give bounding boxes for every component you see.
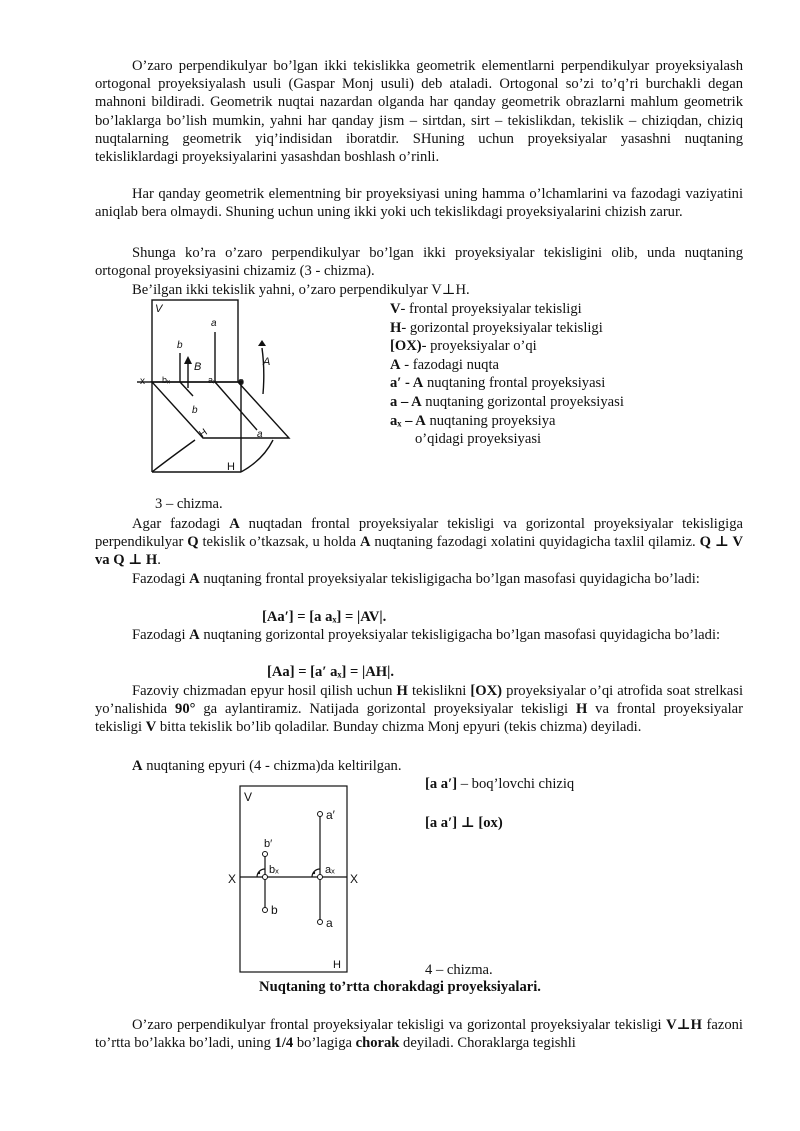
label-ax: aₓ (208, 375, 216, 385)
rotation-arc-left (152, 440, 195, 472)
figure-4-caption: 4 – chizma. (425, 962, 493, 978)
label-h: H (333, 959, 341, 971)
point-ax (318, 875, 323, 880)
point-bx (263, 875, 268, 880)
figure-4-note-perpendicular: [a a′] ⊥ [ox) (425, 815, 503, 831)
paragraph-frontal-distance: Fazodagi A nuqtaning frontal proyeksiyalar tekisligigacha bo’lgan masofasi quyidagicha bo’ladi: (132, 571, 700, 587)
legend-item: [OX)- proyeksiyalar o’qi (390, 338, 537, 355)
figure-4-note-linking-line: [a a′] – boq’lovchi chiziq (425, 776, 575, 792)
label-b-horizontal: b (192, 405, 198, 416)
legend-item: H- gorizontal proyeksiyalar tekisligi (390, 319, 603, 336)
formula-horizontal-distance: [Aa] = [a′ aₓ] = |AH|. (267, 664, 394, 680)
paragraph-quarters: O’zaro perpendikulyar frontal proyeksiyalar tekisligi va gorizontal proyeksiyalar tekisligi V⊥H fazoni to’rtta bo’lakka bo’ladi, uning 1/4 bo’lagiga chorak deyiladi. Choraklarga tegishli (95, 1017, 743, 1052)
legend-item: V- frontal proyeksiyalar tekisligi (390, 301, 582, 317)
point-b (263, 908, 268, 913)
label-h-slant: H (197, 426, 210, 441)
legend-item: a′ - A nuqtaning frontal proyeksiyasi (390, 375, 606, 392)
section-title: Nuqtaning to’rtta chorakdagi proyeksiyalari. (259, 979, 541, 995)
point-a-prime (318, 812, 323, 817)
legend-item: o’qidagi proyeksiyasi (415, 431, 542, 448)
paragraph-planes-statement: Be’ilgan ikki tekislik yahni, o’zaro perpendikulyar V⊥H. (132, 282, 470, 298)
right-angle-dot-b (258, 872, 260, 874)
label-a: a (326, 916, 333, 930)
figure-4-epyur (225, 784, 365, 976)
paragraph-horizontal-distance: Fazodagi A nuqtaning gorizontal proyeksiyalar tekisligigacha bo’lgan masofasi quyidagicha bo’ladi: (132, 627, 721, 643)
paragraph-chizma3-intro: Shunga ko’ra o’zaro perpendikulyar bo’lgan ikki proyeksiyalar tekisligini olib, unda nuqtaning ortogonal proyeksiyasini chizamiz (3 - chizma). (95, 245, 743, 280)
formula-frontal-distance: [Aa′] = [a aₓ] = |AV|. (262, 609, 387, 625)
figure-3-caption: 3 – chizma. (155, 496, 223, 512)
rotation-arc-right (241, 440, 273, 472)
figure-3-spatial-drawing (135, 298, 295, 476)
label-b-prime: b (177, 340, 183, 351)
paragraph-monj-epyur: Fazoviy chizmadan epyur hosil qilish uchun H tekislikni [OX) proyeksiyalar o’qi atrofida soat strelkasi yo’nalishida 90° ga aylantiramiz. Natijada gorizontal proyeksiyalar tekisligi H va frontal proyeksiyalar tekisligi V bitta tekislik bo’lib qoladilar. Bunday chizma Monj epyuri (tekis chizma) deyiladi. (95, 683, 743, 736)
legend-item: a – A nuqtaning gorizontal proyeksiyasi (390, 393, 624, 410)
label-x-right: X (350, 872, 359, 886)
paragraph-chizma4-intro: A nuqtaning epyuri (4 - chizma)da keltirilgan. (132, 758, 402, 774)
paragraph-projection-need: Har qanday geometrik elementning bir proyeksiyasi uning hamma o’lchamlarini va fazodagi vaziyatini aniqlab bera olmaydi. Shuning uchun uning ikki yoki uch tekislikdagi proyeksiyalarini chizish zarur. (95, 186, 743, 221)
legend-item: aₓ – A nuqtaning proyeksiya (390, 412, 556, 429)
label-ax: aₓ (325, 864, 335, 876)
arrowhead-b (184, 356, 192, 364)
label-h: H (227, 461, 235, 473)
label-bx: bₓ (162, 375, 170, 385)
line-bx-b (180, 382, 193, 396)
point-a (318, 920, 323, 925)
label-point-a: A (263, 356, 271, 368)
point-b-prime (263, 852, 268, 857)
label-a-horizontal: a (257, 429, 263, 440)
label-origin: o (238, 376, 245, 388)
right-angle-dot-a (313, 872, 315, 874)
label-v: V (155, 303, 163, 315)
label-b-prime: b′ (264, 838, 273, 850)
label-v: V (244, 790, 253, 804)
arrowhead-a (258, 340, 266, 346)
label-a-prime: a′ (326, 808, 335, 822)
paragraph-plane-q: Agar fazodagi A nuqtadan frontal proyeksiyalar tekisligi va gorizontal proyeksiyalar tekisligiga perpendikulyar Q tekislik o’tkazsak, u holda A nuqtaning fazodagi xolatini quyidagicha taxlil qilamiz. Q ⊥ V va Q ⊥ H. (95, 516, 743, 569)
label-point-b: B (194, 361, 202, 373)
label-x: x (140, 376, 145, 387)
horizontal-plane-h (152, 382, 289, 441)
rotation-arrow-a (262, 348, 264, 394)
figure-3-legend (390, 300, 670, 449)
label-b: b (271, 903, 278, 917)
label-bx: bₓ (269, 864, 279, 876)
legend-item: A - fazodagi nuqta (390, 356, 500, 373)
paragraph-ortogonal-definition: O’zaro perpendikulyar bo’lgan ikki tekislikka geometrik elementlarni perpendikulyar proyeksiyalash ortogonal proyeksiyalash usuli (Gaspar Monj usuli) deb ataladi. Ortogonal so’zi to’q’ri burchakli degan mahnoni bildiradi. Geometrik nuqtai nazardan olganda har qanday geometrik obrazlarni mahlum geometrik bo’laklarga bo’lish mumkin, yahni har qanday jism – sirtdan, sirt – tekislikdan, tekislik – chiziqdan, chiziq nuqtalarning geometrik yiq’indisidan iboratdir. SHuning uchun proyeksiyalar yasashni nuqtaning tekisliklardagi proyeksiyalarini yasashdan boshlash o’rinli. (95, 58, 743, 166)
label-a-prime: a (211, 318, 217, 329)
label-x-left: X (228, 872, 237, 886)
line-ax-a (215, 382, 257, 430)
